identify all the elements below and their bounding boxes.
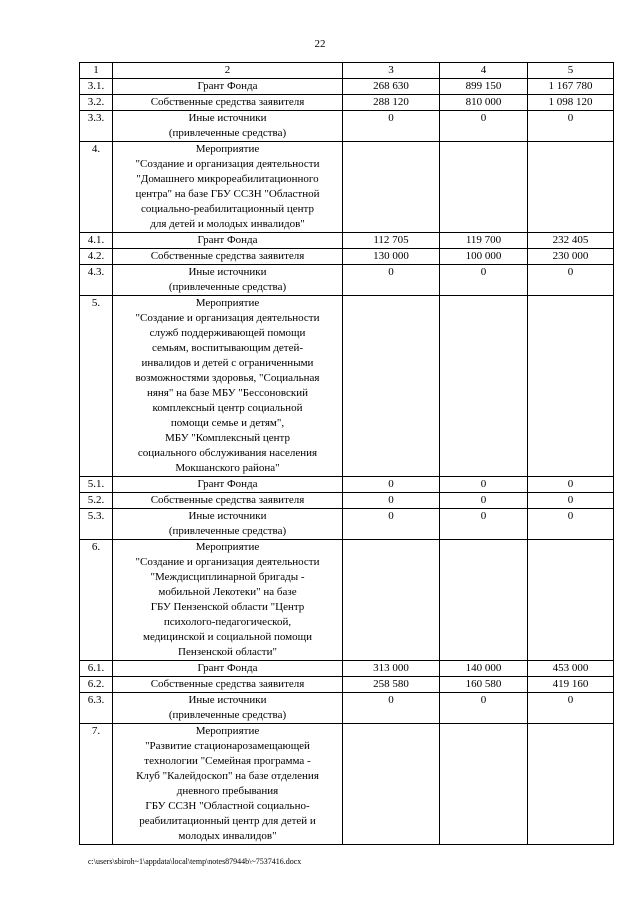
table-row <box>80 233 614 249</box>
cell-v4 <box>440 296 528 477</box>
cell-v4: 0 <box>440 509 528 540</box>
cell-v4: 0 <box>440 477 528 493</box>
table-row <box>80 265 614 296</box>
cell-num: 4. <box>80 142 113 233</box>
cell-v5: 1 098 120 <box>528 95 614 111</box>
cell-num: 3.2. <box>80 95 113 111</box>
cell-v5: 0 <box>528 265 614 296</box>
cell-name: Собственные средства заявителя <box>113 677 343 693</box>
cell-v4: 160 580 <box>440 677 528 693</box>
cell-name: Грант Фонда <box>113 79 343 95</box>
cell-v3: 130 000 <box>343 249 440 265</box>
cell-v4: 0 <box>440 265 528 296</box>
cell-name: Собственные средства заявителя <box>113 95 343 111</box>
cell-v4: 0 <box>440 493 528 509</box>
cell-v5: 453 000 <box>528 661 614 677</box>
cell-name: Мероприятие "Развитие стационарозамещающей технологии "Семейная программа - Клуб "Калейдоскоп" на базе отделения дневного пребывания ГБУ ССЗН "Областной социально- реабилитационный центр для детей и молодых инвалидов" <box>113 724 343 845</box>
cell-num: 5. <box>80 296 113 477</box>
table-row <box>80 677 614 693</box>
cell-num: 5.1. <box>80 477 113 493</box>
cell-v4 <box>440 540 528 661</box>
cell-name: Иные источники (привлеченные средства) <box>113 265 343 296</box>
cell-num: 3.1. <box>80 79 113 95</box>
table-row <box>80 661 614 677</box>
cell-name: Собственные средства заявителя <box>113 493 343 509</box>
cell-name: Иные источники (привлеченные средства) <box>113 693 343 724</box>
header-cell-4: 4 <box>440 63 528 79</box>
cell-num: 6.1. <box>80 661 113 677</box>
cell-v4 <box>440 724 528 845</box>
table-row <box>80 493 614 509</box>
cell-v3: 288 120 <box>343 95 440 111</box>
cell-v5 <box>528 724 614 845</box>
cell-num: 3.3. <box>80 111 113 142</box>
header-row <box>80 63 614 79</box>
table-row <box>80 509 614 540</box>
cell-v3 <box>343 724 440 845</box>
table-row <box>80 296 614 477</box>
cell-v5 <box>528 296 614 477</box>
cell-name: Иные источники (привлеченные средства) <box>113 111 343 142</box>
cell-v3: 0 <box>343 265 440 296</box>
cell-num: 6.3. <box>80 693 113 724</box>
budget-table <box>79 62 614 845</box>
page-number: 22 <box>314 38 326 50</box>
cell-v3: 0 <box>343 509 440 540</box>
cell-name: Грант Фонда <box>113 477 343 493</box>
cell-v5: 232 405 <box>528 233 614 249</box>
table-row <box>80 142 614 233</box>
header-cell-2: 2 <box>113 63 343 79</box>
cell-v4: 810 000 <box>440 95 528 111</box>
cell-v4 <box>440 142 528 233</box>
cell-v3: 313 000 <box>343 661 440 677</box>
cell-name: Иные источники (привлеченные средства) <box>113 509 343 540</box>
cell-v4: 119 700 <box>440 233 528 249</box>
table-row <box>80 79 614 95</box>
cell-v5: 1 167 780 <box>528 79 614 95</box>
table-row <box>80 477 614 493</box>
cell-num: 6.2. <box>80 677 113 693</box>
cell-name: Грант Фонда <box>113 661 343 677</box>
cell-v3: 0 <box>343 477 440 493</box>
table-row <box>80 693 614 724</box>
cell-v4: 0 <box>440 111 528 142</box>
cell-v5: 0 <box>528 477 614 493</box>
cell-v3 <box>343 540 440 661</box>
cell-num: 4.1. <box>80 233 113 249</box>
cell-name: Грант Фонда <box>113 233 343 249</box>
table-row <box>80 724 614 845</box>
cell-v3 <box>343 142 440 233</box>
cell-name: Мероприятие "Создание и организация деятельности "Междисциплинарной бригады - мобильной Лекотеки" на базе ГБУ Пензенской области "Центр психолого-педагогической, медицинской и социальной помощи Пензенской области" <box>113 540 343 661</box>
cell-v5: 0 <box>528 693 614 724</box>
cell-v3: 0 <box>343 493 440 509</box>
cell-v3: 112 705 <box>343 233 440 249</box>
cell-v3: 0 <box>343 111 440 142</box>
cell-name: Мероприятие "Создание и организация деятельности служб поддерживающей помощи семьям, воспитывающим детей- инвалидов и детей с ограниченными возможностями здоровья, "Социальная няня" на базе МБУ "Бессоновский комплексный центр социальной помощи семье и детям", МБУ "Комплексный центр социального обслуживания населения Мокшанского района" <box>113 296 343 477</box>
table-row <box>80 249 614 265</box>
cell-v4: 899 150 <box>440 79 528 95</box>
header-cell-3: 3 <box>343 63 440 79</box>
cell-num: 7. <box>80 724 113 845</box>
cell-v5: 419 160 <box>528 677 614 693</box>
cell-num: 5.2. <box>80 493 113 509</box>
file-path-footer: c:\users\sbiroh~1\appdata\local\temp\notes87944b\~7537416.docx <box>88 857 302 866</box>
table-row <box>80 95 614 111</box>
cell-v4: 140 000 <box>440 661 528 677</box>
table-row <box>80 540 614 661</box>
cell-v5: 0 <box>528 493 614 509</box>
cell-name: Собственные средства заявителя <box>113 249 343 265</box>
cell-v4: 0 <box>440 693 528 724</box>
cell-num: 6. <box>80 540 113 661</box>
cell-v5 <box>528 142 614 233</box>
cell-v4: 100 000 <box>440 249 528 265</box>
cell-v3: 268 630 <box>343 79 440 95</box>
header-cell-1: 1 <box>80 63 113 79</box>
cell-v5 <box>528 540 614 661</box>
cell-v5: 0 <box>528 111 614 142</box>
cell-name: Мероприятие "Создание и организация деятельности "Домашнего микрореабилитационного центра" на базе ГБУ ССЗН "Областной социально-реабилитационный центр для детей и молодых инвалидов" <box>113 142 343 233</box>
cell-num: 5.3. <box>80 509 113 540</box>
table-row <box>80 111 614 142</box>
cell-v5: 230 000 <box>528 249 614 265</box>
cell-v3: 0 <box>343 693 440 724</box>
cell-v3: 258 580 <box>343 677 440 693</box>
header-cell-5: 5 <box>528 63 614 79</box>
cell-num: 4.3. <box>80 265 113 296</box>
cell-v5: 0 <box>528 509 614 540</box>
cell-num: 4.2. <box>80 249 113 265</box>
cell-v3 <box>343 296 440 477</box>
